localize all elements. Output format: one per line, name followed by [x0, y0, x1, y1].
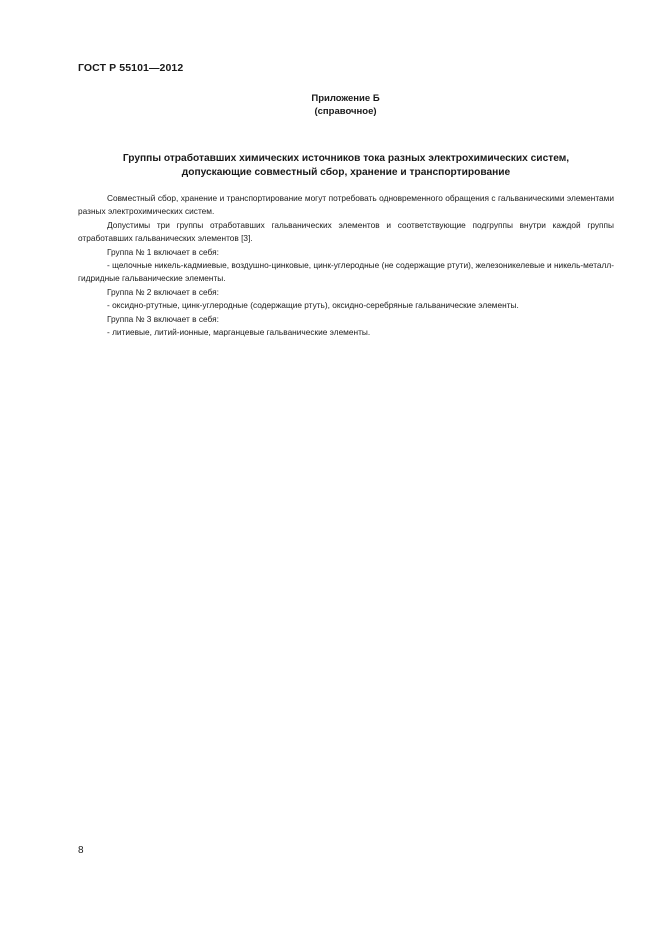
group-2-items: - оксидно-ртутные, цинк-углеродные (содержащие ртуть), оксидно-серебряные гальванические элементы. [107, 300, 519, 311]
group-1-heading: Группа № 1 включает в себя: [107, 246, 219, 257]
appendix-type: (справочное) [314, 106, 377, 117]
paragraph-intro: Совместный сбор, хранение и транспортирование могут потребовать одновременного обращения с гальваническими элементами разных электрохимических систем. [78, 193, 614, 217]
group-1-items: - щелочные никель-кадмиевые, воздушно-цинковые, цинк-углеродные (не содержащие ртути), железоникелевые и никель-металл-гидридные гальванические элементы. [78, 260, 614, 284]
section-title-line-2: допускающие совместный сбор, хранение и транспортирование [181, 166, 511, 178]
paragraph-groups: Допустимы три группы отработавших гальванических элементов и соответствующие подгруппы внутри каждой группы отработавших гальванических элементов [3]. [78, 219, 614, 244]
appendix-heading [0, 92, 661, 118]
group-2-heading: Группа № 2 включает в себя: [107, 286, 219, 297]
group-3-heading: Группа № 3 включает в себя: [107, 313, 219, 324]
section-title [78, 152, 614, 179]
section-title-line-1: Группы отработавших химических источников тока разных электрохимических систем, [122, 153, 570, 164]
appendix-label: Приложение Б [311, 93, 380, 104]
body-text [78, 192, 614, 339]
page-number: 8 [78, 845, 84, 856]
document-code: ГОСТ Р 55101—2012 [78, 62, 184, 74]
group-3-items: - литиевые, литий-ионные, марганцевые гальванические элементы. [107, 327, 371, 338]
